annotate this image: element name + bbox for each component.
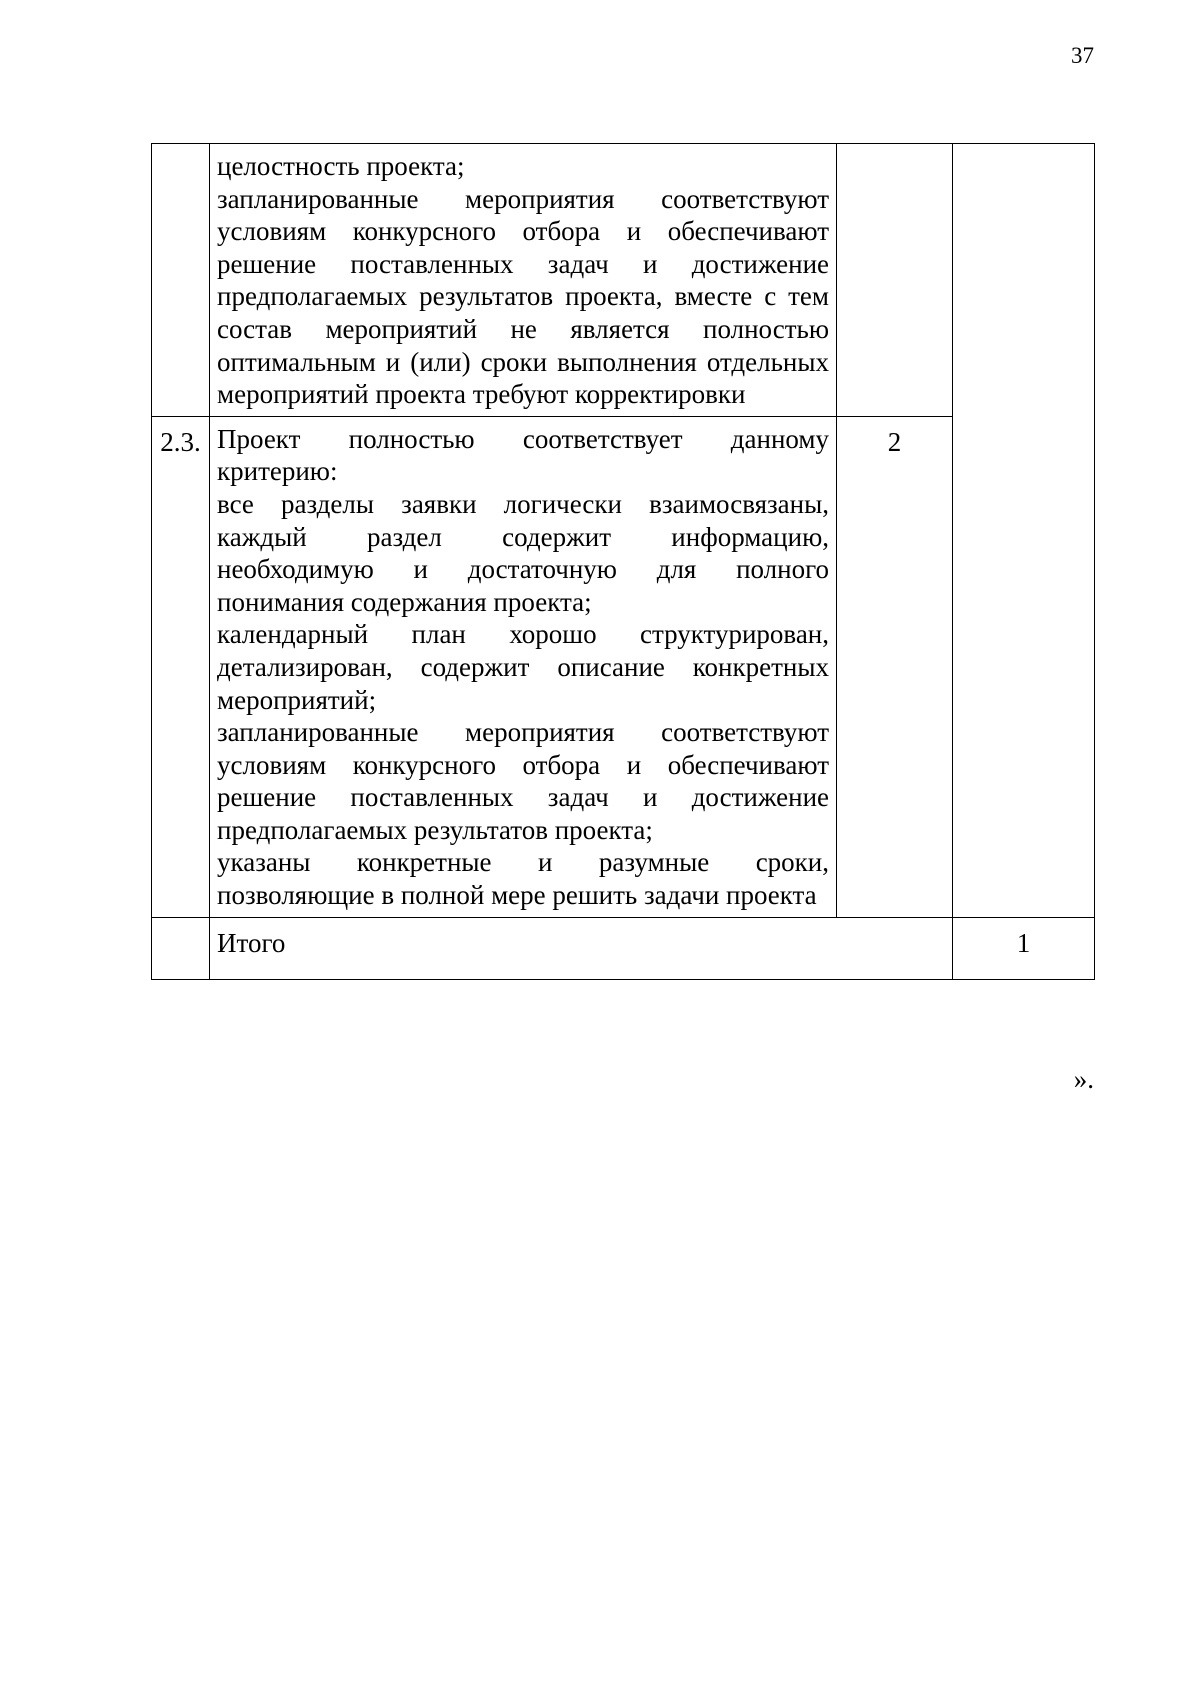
closing-quote-mark: ». [1073,1064,1094,1094]
criterion-paragraph: календарный план хорошо структурирован, детализирован, содержит описание конкретных мероприятий; [217,619,829,715]
row-number-cell [152,144,210,417]
table-row [152,144,1095,417]
row-number-cell [152,917,210,979]
points-cell [837,144,953,417]
criterion-total-cell [953,144,1095,918]
row-number-cell: 2.3. [152,416,210,917]
total-value: 1 [953,917,1095,979]
criterion-paragraph: запланированные мероприятия соответствуют условиям конкурсного отбора и обеспечивают решение поставленных задач и достижение предполагаемых результатов проекта, вместе с тем состав мероприятий не является полностью оптимальным и (или) сроки выполнения отдельных мероприятий проекта требуют корректировки [217,183,829,410]
total-row [152,917,1095,979]
criterion-text-cell [210,144,837,417]
criterion-text-cell [210,416,837,917]
criteria-table [151,143,1095,980]
criterion-paragraph: все разделы заявки логически взаимосвязаны, каждый раздел содержит информацию, необходимую и достаточную для полного понимания содержания проекта; [217,488,829,617]
page-number: 37 [1071,43,1094,68]
criterion-paragraph: Проект полностью соответствует данному критерию: [217,423,829,487]
points-cell: 2 [837,416,953,917]
criterion-paragraph: целостность проекта; [217,151,465,181]
criterion-paragraph: указаны конкретные и разумные сроки, позволяющие в полной мере решить задачи проекта [217,847,829,911]
criterion-paragraph: запланированные мероприятия соответствуют условиям конкурсного отбора и обеспечивают решение поставленных задач и достижение предполагаемых результатов проекта; [217,717,829,845]
total-label: Итого [210,917,953,979]
